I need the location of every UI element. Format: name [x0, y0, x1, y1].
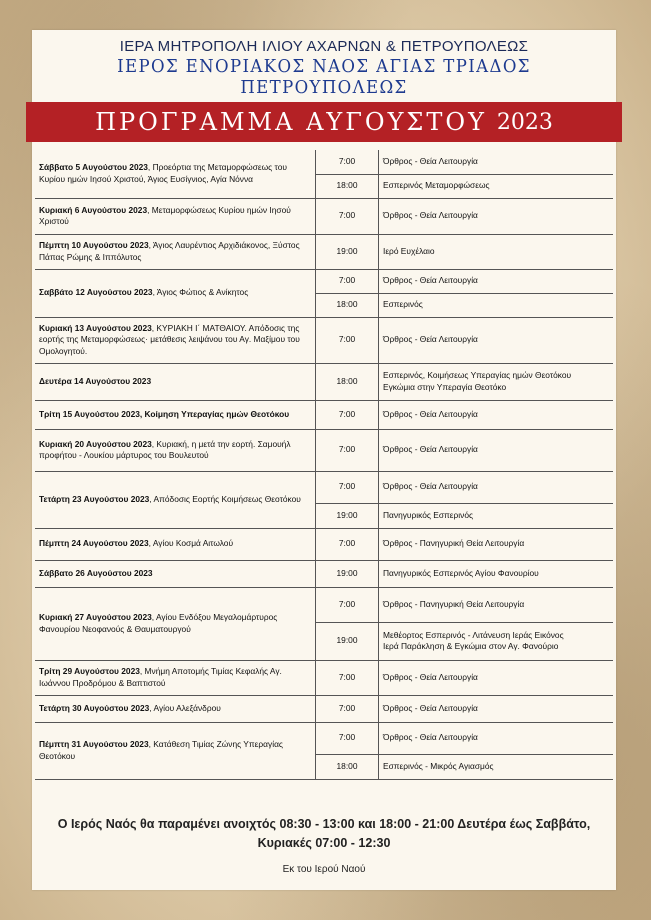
event-date-cell: [35, 269, 316, 317]
service-activity: Πανηγυρικός Εσπερινός: [383, 509, 474, 520]
service-time: 19:00: [316, 560, 379, 587]
service-time: 7:00: [316, 587, 379, 622]
service-activity-cell: [379, 174, 614, 198]
table-row: [35, 560, 613, 587]
event-date: Πέμπτη 10 Αυγούστου 2023: [39, 240, 149, 251]
service-activity: Όρθρος - Θεία Λειτουργία: [383, 408, 478, 419]
event-date: Τετάρτη 30 Αυγούστου 2023: [39, 702, 150, 713]
service-time: 19:00: [316, 234, 379, 269]
service-activity-cell: [379, 317, 614, 363]
parish-title: ΙΕΡΟΣ ΕΝΟΡΙΑΚΟΣ ΝΑΟΣ ΑΓΙΑΣ ΤΡΙΑΔΟΣ ΠΕΤΡΟΥΠΟΛΕΩΣ: [117, 56, 531, 98]
service-time: 18:00: [316, 754, 379, 779]
service-time: 19:00: [316, 503, 379, 528]
event-description: , Άγιος Λαυρέντιος Αρχιδιάκονος, Ξύστος Πάπας Ρώμης & Ιππόλυτος: [39, 240, 300, 262]
event-date-cell: [35, 198, 316, 234]
event-date-cell: [35, 560, 316, 587]
service-activity: Μεθέορτος Εσπερινός - Λιτάνευση Ιεράς Εικόνος: [383, 629, 564, 640]
event-date: Κυριακή 13 Αυγούστου 2023: [39, 322, 152, 333]
service-time: 7:00: [316, 471, 379, 503]
event-date: Σάββατο 5 Αυγούστου 2023: [39, 162, 148, 173]
service-activity: Όρθρος - Θεία Λειτουργία: [383, 210, 478, 221]
service-activity-cell: [379, 695, 614, 722]
event-description: , Αγίου Κοσμά Αιτωλού: [148, 538, 234, 549]
service-activity: Όρθρος - Πανηγυρική Θεία Λειτουργία: [383, 538, 525, 549]
event-date-cell: [35, 695, 316, 722]
event-description: , Κοίμηση Υπεραγίας ημών Θεοτόκου: [139, 408, 290, 419]
table-row: [35, 528, 613, 560]
schedule-sheet: [32, 30, 616, 890]
opening-hours-note: [32, 815, 616, 853]
service-time: 18:00: [316, 174, 379, 198]
event-date-cell: [35, 150, 316, 198]
event-date: Τρίτη 15 Αυγούστου 2023: [39, 408, 140, 419]
service-activity-cell: [379, 587, 614, 622]
service-time: 19:00: [316, 622, 379, 660]
service-activity-cell: [379, 198, 614, 234]
service-activity: Εσπερινός: [383, 299, 423, 310]
event-date: Δευτέρα 14 Αυγούστου 2023: [39, 375, 152, 386]
table-row: [35, 695, 613, 722]
service-activity-cell: [379, 660, 614, 695]
service-activity: Όρθρος - Θεία Λειτουργία: [383, 334, 478, 345]
service-activity: Όρθρος - Θεία Λειτουργία: [383, 671, 478, 682]
service-activity-cell: [379, 363, 614, 400]
event-date: Τετάρτη 23 Αυγούστου 2023: [39, 493, 150, 504]
event-description: , Μεταμορφώσεως Κυρίου ημών Ιησού Χριστού: [39, 204, 291, 226]
program-banner: [26, 102, 622, 142]
service-activity: Όρθρος - Θεία Λειτουργία: [383, 481, 478, 492]
service-activity: Όρθρος - Θεία Λειτουργία: [383, 732, 478, 743]
event-description: , Αγίου Αλεξάνδρου: [149, 702, 221, 713]
service-time: 7:00: [316, 400, 379, 429]
service-time: 18:00: [316, 293, 379, 317]
service-activity-cell: [379, 234, 614, 269]
table-row: [35, 363, 613, 400]
table-row: [35, 471, 613, 503]
event-date: Κυριακή 27 Αυγούστου 2023: [39, 612, 152, 623]
service-activity-line2: Ιερά Παράκληση & Εγκώμια στον Αγ. Φανούριο: [383, 641, 559, 651]
event-description: , Αγίου Ενδόξου Μεγαλομάρτυρος Φανουρίου Νεοφανούς & Θαυματουργού: [39, 612, 278, 634]
event-date-cell: [35, 587, 316, 660]
table-row: [35, 722, 613, 754]
event-date-cell: [35, 400, 316, 429]
event-date: Τρίτη 29 Αυγούστου 2023: [39, 666, 140, 677]
service-activity-cell: [379, 754, 614, 779]
table-row: [35, 198, 613, 234]
service-time: 18:00: [316, 363, 379, 400]
event-description: , Κυριακή, η μετά την εορτή. Σαμουήλ προφήτου - Λουκίου μάρτυρος του Βουλευτού: [39, 438, 291, 460]
service-activity: Εσπερινός Μεταμορφώσεως: [383, 180, 490, 191]
service-activity-cell: [379, 528, 614, 560]
table-row: [35, 400, 613, 429]
service-activity: Όρθρος - Θεία Λειτουργία: [383, 156, 478, 167]
table-row: [35, 234, 613, 269]
service-activity-cell: [379, 293, 614, 317]
event-date-cell: [35, 317, 316, 363]
table-row: [35, 660, 613, 695]
event-date-cell: [35, 660, 316, 695]
service-time: 7:00: [316, 317, 379, 363]
schedule-table: [35, 150, 613, 780]
service-time: 7:00: [316, 660, 379, 695]
event-date: Σαββάτο 12 Αυγούστου 2023: [39, 287, 153, 298]
event-date: Σάββατο 26 Αυγούστου 2023: [39, 567, 153, 578]
event-description: , Άγιος Φώτιος & Ανίκητος: [152, 287, 249, 298]
service-time: 7:00: [316, 429, 379, 471]
banner-title: ΠΡΟΓΡΑΜΜΑ ΑΥΓΟΥΣΤΟΥ: [95, 108, 487, 136]
event-date-cell: [35, 722, 316, 779]
service-activity: Εσπερινός - Μικρός Αγιασμός: [383, 760, 494, 771]
banner-year: 2023: [496, 109, 553, 135]
service-time: 7:00: [316, 198, 379, 234]
service-activity-cell: [379, 429, 614, 471]
service-activity-cell: [379, 269, 614, 293]
opening-hours-line1: Ο Ιερός Ναός θα παραμένει ανοιχτός 08:30 - 13:00 και 18:00 - 21:00 Δευτέρα έως Σαββάτο,: [57, 817, 591, 831]
event-date-cell: [35, 363, 316, 400]
event-date: Κυριακή 6 Αυγούστου 2023: [39, 204, 148, 215]
opening-hours-line2: Κυριακές 07:00 - 12:30: [257, 835, 391, 850]
service-activity: Εσπερινός, Κοιμήσεως Υπεραγίας ημών Θεοτόκου: [383, 370, 572, 381]
event-date-cell: [35, 528, 316, 560]
event-date: Κυριακή 20 Αυγούστου 2023: [39, 438, 152, 449]
service-time: 7:00: [316, 722, 379, 754]
service-activity-cell: [379, 722, 614, 754]
service-activity: Όρθρος - Θεία Λειτουργία: [383, 444, 478, 455]
event-description: , Απόδοσις Εορτής Κοιμήσεως Θεοτόκου: [149, 493, 301, 504]
service-activity-line2: Εγκώμια στην Υπεραγία Θεοτόκο: [383, 381, 507, 392]
event-date-cell: [35, 429, 316, 471]
service-activity: Όρθρος - Θεία Λειτουργία: [383, 275, 478, 286]
service-activity-cell: [379, 503, 614, 528]
event-description: , Μνήμη Αποτομής Τιμίας Κεφαλής Αγ. Ιωάννου Προδρόμου & Βαπτιστού: [39, 666, 282, 688]
service-time: 7:00: [316, 150, 379, 174]
event-date: Πέμπτη 31 Αυγούστου 2023: [39, 739, 149, 750]
service-activity: Ιερό Ευχέλαιο: [383, 245, 435, 256]
service-activity: Πανηγυρικός Εσπερινός Αγίου Φανουρίου: [383, 567, 539, 578]
service-activity-cell: [379, 560, 614, 587]
event-date-cell: [35, 471, 316, 528]
table-row: [35, 587, 613, 622]
service-activity: Όρθρος - Θεία Λειτουργία: [383, 702, 478, 713]
event-description: , Προεόρτια της Μεταμορφώσεως του Κυρίου ημών Ιησού Χριστού, Άγιος Ευσίγνιος, Αγία Νόννα: [39, 162, 287, 184]
service-activity-cell: [379, 622, 614, 660]
event-description: , ΚΥΡΙΑΚΗ Ι΄ ΜΑΤΘΑΙΟΥ. Απόδοσις της εορτής της Μεταμορφώσεως· μετάθεσις λειψάνου του Αγ. Μαξίμου του Ομολογητού.: [39, 322, 300, 356]
service-time: 7:00: [316, 695, 379, 722]
event-date-cell: [35, 234, 316, 269]
service-activity-cell: [379, 400, 614, 429]
event-description: , Κατάθεση Τιμίας Ζώνης Υπεραγίας Θεοτόκου: [39, 739, 283, 761]
table-row: [35, 429, 613, 471]
service-activity: Όρθρος - Πανηγυρική Θεία Λειτουργία: [383, 598, 525, 609]
service-activity-cell: [379, 471, 614, 503]
table-row: [35, 150, 613, 174]
metropolis-title: ΙΕΡΑ ΜΗΤΡΟΠΟΛΗ ΙΛΙΟΥ ΑΧΑΡΝΩΝ & ΠΕΤΡΟΥΠΟΛΕΩΣ: [119, 38, 529, 55]
signature: Εκ του Ιερού Ναού: [282, 864, 366, 875]
service-activity-cell: [379, 150, 614, 174]
service-time: 7:00: [316, 269, 379, 293]
table-row: [35, 269, 613, 293]
service-time: 7:00: [316, 528, 379, 560]
event-date: Πέμπτη 24 Αυγούστου 2023: [39, 538, 149, 549]
table-row: [35, 317, 613, 363]
